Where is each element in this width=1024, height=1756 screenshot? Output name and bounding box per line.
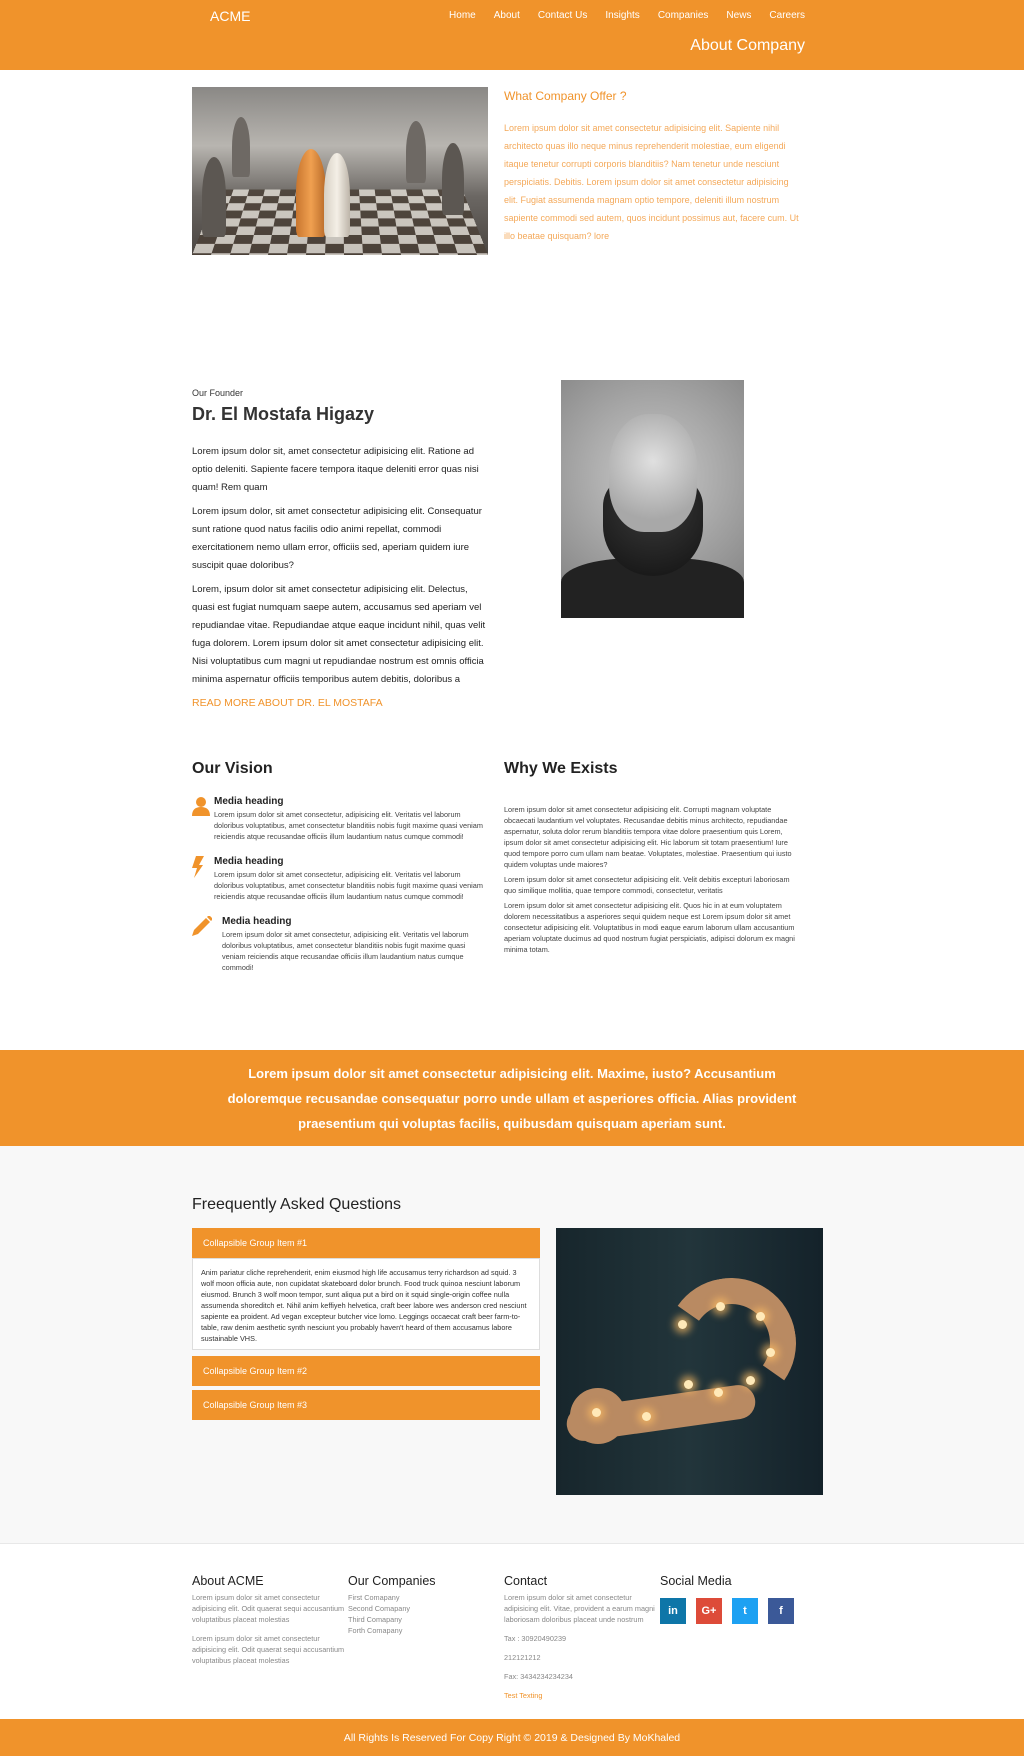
why-title: Why We Exists [504, 760, 618, 777]
user-icon [192, 796, 214, 842]
founder-portrait [561, 380, 744, 618]
company-link[interactable]: Forth Comapany [348, 1626, 403, 1635]
faq-section [0, 1146, 1024, 1544]
nav-about[interactable]: About [493, 10, 520, 21]
faq-accordion [192, 1228, 540, 1495]
footer-companies [348, 1574, 504, 1706]
nav-news[interactable]: News [726, 10, 752, 21]
contact-phone: 212121212 [504, 1653, 541, 1662]
site-footer [0, 1544, 1024, 1719]
founder-paragraph: Lorem, ipsum dolor sit amet consectetur adipisicing elit. Delectus, quasi est fugiat numquam saepe autem, accusamus sed aperiam vel repudiandae vitae. Repudiandae atque eaque incidunt nihil, quas velit fuga dolorem. Lorem ipsum dolor sit amet consectetur adipisicing elit. Nisi voluptatibus cum magni ut repudiandae nostrum est omnis officia minima aspernatur officiis temporibus autem debitis, doloribus a [192, 584, 486, 685]
facebook-icon[interactable]: f [768, 1598, 794, 1624]
media-item [192, 856, 488, 902]
founder-section [192, 340, 832, 760]
why-paragraph: Lorem ipsum dolor sit amet consectetur adipisicing elit. Velit debitis excepturi laboriosam quo similique mollitia, quae tempore commodi, consectetur, veritatis [504, 875, 790, 895]
accordion-item-3[interactable]: Collapsible Group Item #3 [192, 1390, 540, 1420]
google-plus-icon[interactable]: G+ [696, 1598, 722, 1624]
main-nav [431, 10, 805, 21]
brand-logo[interactable]: ACME [210, 8, 251, 24]
twitter-icon[interactable]: t [732, 1598, 758, 1624]
nav-careers[interactable]: Careers [769, 10, 805, 21]
accordion-item-2[interactable]: Collapsible Group Item #2 [192, 1356, 540, 1386]
quote-banner [0, 1050, 1024, 1146]
contact-link[interactable]: Test Texting [504, 1691, 543, 1700]
contact-fax: Fax: 3434234234234 [504, 1672, 573, 1681]
pencil-icon [192, 916, 222, 973]
media-text: Lorem ipsum dolor sit amet consectetur, adipisicing elit. Veritatis vel laborum doloribus voluptatibus, amet consectetur blanditiis nobis fugit maxime quasi veniam reiciendis atque recusandae officiis illum laudantium natus cumque commodi! [214, 810, 483, 841]
company-link[interactable]: Third Comapany [348, 1615, 402, 1624]
footer-about-title: About ACME [192, 1574, 264, 1588]
question-mark-image [556, 1228, 823, 1495]
media-heading: Media heading [214, 796, 284, 807]
vision-section [192, 760, 832, 1050]
banner-text: Lorem ipsum dolor sit amet consectetur adipisicing elit. Maxime, iusto? Accusantium doloremque recusandae consequatur porro unde ullam et asperiores officia. Alias provident praesentium qui voluptas facilis, quibusdam quisquam aperiam sunt. [227, 1065, 797, 1131]
contact-text: Lorem ipsum dolor sit amet consectetur adipisicing elit. Vitae, provident a earum magni laboriosam doloribus placeat unde nostrum [504, 1593, 655, 1624]
read-more-link[interactable]: READ MORE ABOUT DR. EL MOSTAFA [192, 697, 383, 709]
nav-insights[interactable]: Insights [605, 10, 640, 21]
nav-contact[interactable]: Contact Us [537, 10, 588, 21]
page-title: About Company [690, 37, 805, 54]
footer-about-text: Lorem ipsum dolor sit amet consectetur adipisicing elit. Odit quaerat sequi accusantium voluptatibus placeat molestias [192, 1593, 345, 1624]
nav-companies[interactable]: Companies [657, 10, 709, 21]
founder-kicker: Our Founder [192, 388, 244, 398]
accordion-body-1: Anim pariatur cliche reprehenderit, enim eiusmod high life accusamus terry richardson ad squid. 3 wolf moon officia aute, non cupidatat skateboard dolor brunch. Food truck quinoa nesciunt laborum eiusmod. Brunch 3 wolf moon tempor, sunt aliqua put a bird on it squid single-origin coffee nulla assumenda shoreditch et. Nihil anim keffiyeh helvetica, craft beer labore wes anderson cred nesciunt sapiente ea proident. Ad vegan excepteur butcher vice lomo. Leggings occaecat craft beer farm-to-table, raw denim aesthetic synth nesciunt you probably haven't heard of them accusamus labore sustainable VHS. [192, 1258, 540, 1350]
media-item [192, 916, 488, 973]
media-heading: Media heading [222, 916, 292, 927]
footer-social [660, 1574, 816, 1706]
bolt-icon [192, 856, 214, 902]
nav-home[interactable]: Home [449, 10, 476, 21]
linkedin-icon[interactable]: in [660, 1598, 686, 1624]
footer-about-text: Lorem ipsum dolor sit amet consectetur adipisicing elit. Odit quaerat sequi accusantium voluptatibus placeat molestias [192, 1634, 345, 1665]
footer-contact [504, 1574, 660, 1706]
company-link[interactable]: First Comapany [348, 1593, 400, 1602]
chess-image [192, 87, 488, 255]
offer-title: What Company Offer ? [504, 89, 627, 103]
footer-social-title: Social Media [660, 1574, 732, 1588]
site-header [0, 0, 1024, 70]
footer-contact-title: Contact [504, 1574, 548, 1588]
accordion-item-1[interactable]: Collapsible Group Item #1 [192, 1228, 540, 1258]
offer-section [192, 70, 832, 340]
company-link[interactable]: Second Comapany [348, 1604, 411, 1613]
faq-title: Freequently Asked Questions [192, 1196, 402, 1213]
founder-paragraph: Lorem ipsum dolor, sit amet consectetur adipisicing elit. Consequatur sunt ratione quod natus facilis odio animi repellat, commodi exercitationem nemo ullam error, officiis sed, aperiam quidem iure suscipit quae doloribus? [192, 506, 482, 571]
founder-paragraph: Lorem ipsum dolor sit, amet consectetur adipisicing elit. Ratione ad optio deleniti. Sapiente facere tempora itaque deleniti error quas nisi quam! Rem quam [192, 446, 479, 493]
why-paragraph: Lorem ipsum dolor sit amet consectetur adipisicing elit. Quos hic in at eum voluptatem dolorem necessitatibus a asperiores sequi quidem neque est Lorem ipsum dolor sit amet consectetur adipisicing elit. Voluptatibus in modi eaque earum laborum ullam accusantium aperiam voluptate ducimus ad quod nostrum fugiat perspiciatis, adipisci dolorum ex magni minima totam. [504, 901, 795, 954]
media-text: Lorem ipsum dolor sit amet consectetur, adipisicing elit. Veritatis vel laborum doloribus voluptatibus, amet consectetur blanditiis nobis fugit maxime quasi veniam reiciendis atque recusandae officiis illum laudantium natus cumque commodi! [214, 870, 483, 901]
media-text: Lorem ipsum dolor sit amet consectetur, adipisicing elit. Veritatis vel laborum doloribus voluptatibus, amet consectetur blanditiis nobis fugit maxime quasi veniam reiciendis atque recusandae officiis illum laudantium natus cumque commodi! [222, 930, 469, 972]
contact-tax: Tax : 30920490239 [504, 1634, 567, 1643]
founder-name: Dr. El Mostafa Higazy [192, 404, 375, 424]
footer-companies-title: Our Companies [348, 1574, 436, 1588]
why-paragraph: Lorem ipsum dolor sit amet consectetur adipisicing elit. Corrupti magnam voluptate obcaecati laudantium vel voluptates. Recusandae debitis minus architecto, repudiandae aspernatur, soluta dolor rerum blanditiis tempora vitae dolore praesentium quis Lorem, ipsum dolor sit amet consectetur adipisicing elit. Hic laborum sit totam praesentium! Iure quod tempore porro cum ullam nam beatae. Voluptates, molestiae. Praesentium qui iusto quidem voluptas unde maiores? [504, 805, 792, 869]
footer-about [192, 1574, 348, 1706]
media-item [192, 796, 488, 842]
media-heading: Media heading [214, 856, 284, 867]
offer-body: Lorem ipsum dolor sit amet consectetur adipisicing elit. Sapiente nihil architecto quas illo neque minus reprehenderit molestiae, eum eligendi itaque tenetur corrupti corporis blanditiis? Nam tenetur unde nesciunt perspiciatis. Debitis. Lorem ipsum dolor sit amet consectetur adipisicing elit. Fugiat assumenda magnam optio tempore, deleniti illum nostrum sapiente commodi sed autem, quos incidunt possimus aut, facere cum. Ut illo beatae quisquam? lore [504, 123, 799, 241]
vision-title: Our Vision [192, 760, 273, 777]
copyright-text: All Rights Is Reserved For Copy Right © 2019 & Designed By MoKhaled [343, 1731, 681, 1744]
